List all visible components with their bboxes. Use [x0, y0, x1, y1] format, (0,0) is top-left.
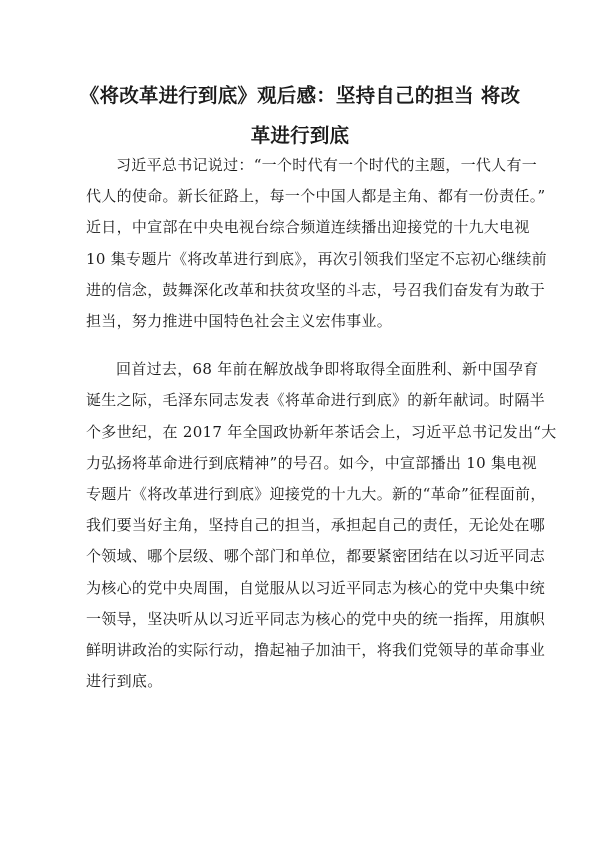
text-line: 为核心的党中央周围，自觉服从以习近平同志为核心的党中央集中统: [86, 578, 546, 597]
text-line: 个多世纪，在 2017 年全国政协新年茶话会上，习近平总书记发出“大: [86, 422, 557, 441]
text-line: 进行到底。: [86, 672, 163, 691]
text-line: 一领导，坚决听从以习近平同志为核心的党中央的统一指挥，用旗帜: [86, 609, 546, 628]
title-line: 革进行到底: [250, 124, 350, 147]
text-line: 鲜明讲政治的实际行动，撸起袖子加油干，将我们党领导的革命事业: [86, 641, 546, 660]
text-line: 力弘扬将革命进行到底精神”的号召。如今，中宣部播出 10 集电视: [86, 453, 537, 472]
text-line: 进的信念，鼓舞深化改革和扶贫攻坚的斗志，号召我们奋发有为敢于: [86, 280, 546, 299]
text-line: 10 集专题片《将改革进行到底》，再次引领我们坚定不忘初心继续前: [86, 249, 547, 268]
text-line: 回首过去，68 年前在解放战争即将取得全面胜利、新中国孕育: [116, 360, 539, 379]
paragraph-2: [86, 354, 557, 697]
text-line: 我们要当好主角，坚持自己的担当，承担起自己的责任，无论处在哪: [86, 516, 546, 535]
text-line: 担当，努力推进中国特色社会主义宏伟事业。: [86, 312, 393, 331]
text-line: 专题片《将改革进行到底》迎接党的十九大。新的“革命”征程面前，: [86, 485, 546, 504]
text-line: 诞生之际，毛泽东同志发表《将革命进行到底》的新年献词。时隔半: [86, 391, 546, 410]
text-line: 习近平总书记说过：“一个时代有一个时代的主题，一代人有一: [116, 156, 538, 174]
text-line: 代人的使命。新长征路上，每一个中国人都是主角、都有一份责任。”: [86, 187, 546, 206]
text-line: 个领域、哪个层级、哪个部门和单位，都要紧密团结在以习近平同志: [86, 547, 546, 566]
title-line: 《将改革进行到底》观后感：坚持自己的担当 将改: [79, 84, 521, 107]
document-body: [86, 150, 557, 714]
paragraph-1: [86, 150, 547, 337]
text-line: 近日，中宣部在中央电视台综合频道连续播出迎接党的十九大电视: [86, 218, 530, 237]
document-title: [60, 76, 540, 156]
